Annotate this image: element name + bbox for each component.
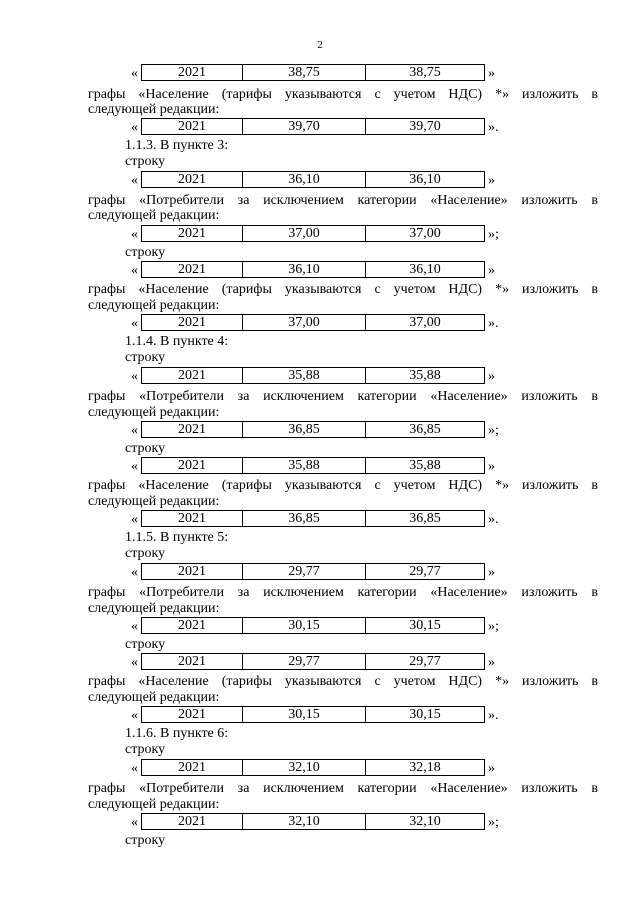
value-cell-1: 32,10 — [243, 814, 366, 830]
section-heading: 1.1.5. В пункте 5: — [125, 530, 229, 545]
open-quote: « — [131, 708, 138, 723]
close-quote: ». — [488, 120, 499, 135]
open-quote: « — [131, 120, 138, 135]
tariff-table — [141, 367, 485, 384]
year-cell: 2021 — [142, 315, 243, 331]
value-cell-1: 35,88 — [243, 368, 366, 384]
value-cell-1: 32,10 — [243, 760, 366, 776]
value-cell-1: 37,00 — [243, 226, 366, 242]
section-heading: 1.1.6. В пункте 6: — [125, 726, 229, 741]
paragraph-line: графы «Население (тарифы указываются с учетом НДС) *» изложить в — [88, 674, 598, 689]
value-cell-2: 35,88 — [366, 458, 485, 474]
close-quote: » — [488, 655, 495, 670]
year-cell: 2021 — [142, 618, 243, 634]
tariff-table — [141, 118, 485, 135]
value-cell-1: 29,77 — [243, 564, 366, 580]
paragraph-line: графы «Население (тарифы указываются с учетом НДС) *» изложить в — [88, 87, 598, 102]
close-quote: »; — [488, 815, 499, 830]
value-cell-2: 30,15 — [366, 618, 485, 634]
paragraph-line: следующей редакции: — [88, 797, 220, 812]
open-quote: « — [131, 423, 138, 438]
open-quote: « — [131, 655, 138, 670]
open-quote: « — [131, 263, 138, 278]
tariff-table — [141, 617, 485, 634]
close-quote: »; — [488, 423, 499, 438]
paragraph-line: графы «Потребители за исключением категории «Население» изложить в — [88, 585, 598, 600]
value-cell-2: 32,18 — [366, 760, 485, 776]
paragraph-line: следующей редакции: — [88, 405, 220, 420]
value-cell-1: 37,00 — [243, 315, 366, 331]
close-quote: » — [488, 173, 495, 188]
paragraph-line: графы «Потребители за исключением категории «Население» изложить в — [88, 781, 598, 796]
close-quote: » — [488, 459, 495, 474]
value-cell-2: 39,70 — [366, 119, 485, 135]
paragraph-line: строку — [125, 833, 166, 848]
year-cell: 2021 — [142, 226, 243, 242]
open-quote: « — [131, 565, 138, 580]
open-quote: « — [131, 459, 138, 474]
value-cell-2: 37,00 — [366, 315, 485, 331]
open-quote: « — [131, 369, 138, 384]
close-quote: ». — [488, 708, 499, 723]
value-cell-2: 36,85 — [366, 422, 485, 438]
paragraph-line: строку — [125, 742, 166, 757]
year-cell: 2021 — [142, 262, 243, 278]
value-cell-2: 36,10 — [366, 262, 485, 278]
year-cell: 2021 — [142, 814, 243, 830]
value-cell-1: 36,10 — [243, 262, 366, 278]
open-quote: « — [131, 66, 138, 81]
year-cell: 2021 — [142, 119, 243, 135]
tariff-table — [141, 64, 485, 81]
value-cell-1: 29,77 — [243, 654, 366, 670]
tariff-table — [141, 510, 485, 527]
tariff-table — [141, 261, 485, 278]
tariff-table — [141, 457, 485, 474]
open-quote: « — [131, 619, 138, 634]
value-cell-1: 36,85 — [243, 511, 366, 527]
value-cell-2: 36,10 — [366, 172, 485, 188]
year-cell: 2021 — [142, 707, 243, 723]
paragraph-line: графы «Население (тарифы указываются с учетом НДС) *» изложить в — [88, 282, 598, 297]
value-cell-1: 38,75 — [243, 65, 366, 81]
tariff-table — [141, 759, 485, 776]
open-quote: « — [131, 227, 138, 242]
paragraph-line: строку — [125, 441, 166, 456]
open-quote: « — [131, 815, 138, 830]
paragraph-line: строку — [125, 154, 166, 169]
tariff-table — [141, 421, 485, 438]
paragraph-line: следующей редакции: — [88, 102, 220, 117]
paragraph-line: следующей редакции: — [88, 601, 220, 616]
tariff-table — [141, 706, 485, 723]
paragraph-line: графы «Население (тарифы указываются с учетом НДС) *» изложить в — [88, 478, 598, 493]
close-quote: » — [488, 66, 495, 81]
year-cell: 2021 — [142, 564, 243, 580]
year-cell: 2021 — [142, 172, 243, 188]
tariff-table — [141, 171, 485, 188]
paragraph-line: строку — [125, 245, 166, 260]
tariff-table — [141, 314, 485, 331]
close-quote: ». — [488, 512, 499, 527]
year-cell: 2021 — [142, 654, 243, 670]
paragraph-line: графы «Потребители за исключением категории «Население» изложить в — [88, 389, 598, 404]
value-cell-1: 30,15 — [243, 618, 366, 634]
paragraph-line: следующей редакции: — [88, 208, 220, 223]
value-cell-2: 37,00 — [366, 226, 485, 242]
value-cell-2: 36,85 — [366, 511, 485, 527]
year-cell: 2021 — [142, 511, 243, 527]
tariff-table — [141, 225, 485, 242]
open-quote: « — [131, 512, 138, 527]
paragraph-line: строку — [125, 546, 166, 561]
paragraph-line: следующей редакции: — [88, 494, 220, 509]
open-quote: « — [131, 173, 138, 188]
page-number: 2 — [317, 39, 323, 51]
value-cell-2: 38,75 — [366, 65, 485, 81]
year-cell: 2021 — [142, 368, 243, 384]
close-quote: » — [488, 263, 495, 278]
tariff-table — [141, 563, 485, 580]
paragraph-line: следующей редакции: — [88, 690, 220, 705]
value-cell-2: 32,10 — [366, 814, 485, 830]
close-quote: ». — [488, 316, 499, 331]
value-cell-2: 35,88 — [366, 368, 485, 384]
open-quote: « — [131, 316, 138, 331]
paragraph-line: строку — [125, 637, 166, 652]
value-cell-1: 30,15 — [243, 707, 366, 723]
value-cell-1: 39,70 — [243, 119, 366, 135]
year-cell: 2021 — [142, 422, 243, 438]
open-quote: « — [131, 761, 138, 776]
close-quote: » — [488, 369, 495, 384]
section-heading: 1.1.3. В пункте 3: — [125, 138, 229, 153]
paragraph-line: строку — [125, 350, 166, 365]
paragraph-line: графы «Потребители за исключением категории «Население» изложить в — [88, 193, 598, 208]
year-cell: 2021 — [142, 760, 243, 776]
close-quote: » — [488, 761, 495, 776]
paragraph-line: следующей редакции: — [88, 298, 220, 313]
value-cell-1: 35,88 — [243, 458, 366, 474]
value-cell-2: 29,77 — [366, 564, 485, 580]
section-heading: 1.1.4. В пункте 4: — [125, 334, 229, 349]
value-cell-2: 29,77 — [366, 654, 485, 670]
tariff-table — [141, 653, 485, 670]
year-cell: 2021 — [142, 65, 243, 81]
value-cell-1: 36,10 — [243, 172, 366, 188]
close-quote: »; — [488, 227, 499, 242]
value-cell-1: 36,85 — [243, 422, 366, 438]
year-cell: 2021 — [142, 458, 243, 474]
value-cell-2: 30,15 — [366, 707, 485, 723]
close-quote: » — [488, 565, 495, 580]
close-quote: »; — [488, 619, 499, 634]
tariff-table — [141, 813, 485, 830]
